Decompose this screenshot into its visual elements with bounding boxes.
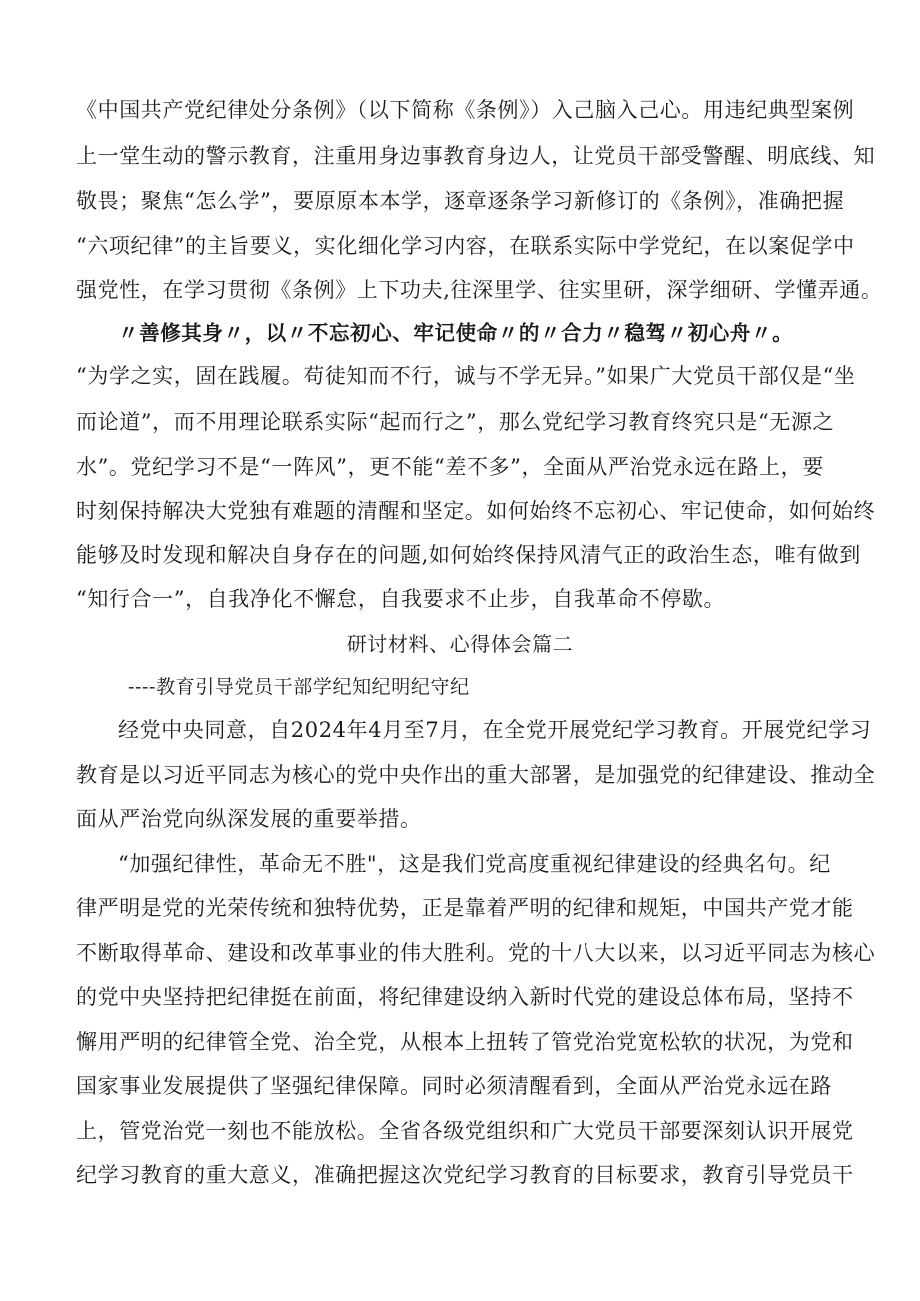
paragraph-line: 教育是以习近平同志为核心的党中央作出的重大部署，是加强党的纪律建设、推动全 bbox=[76, 763, 876, 787]
paragraph-line: “知行合一”，自我净化不懈怠，自我要求不止步，自我革命不停歇。 bbox=[76, 587, 726, 611]
paragraph-line: 律严明是党的光荣传统和独特优势，正是靠着严明的纪律和规矩，中国共产党才能 bbox=[76, 896, 854, 920]
section-title: 研讨材料、心得体会篇二 bbox=[346, 632, 574, 656]
paragraph-line: 不断取得革命、建设和改革事业的伟大胜利。党的十八大以来，以习近平同志为核心 bbox=[76, 941, 876, 965]
paragraph-line: 的党中央坚持把纪律挺在前面，将纪律建设纳入新时代党的建设总体布局，坚持不 bbox=[76, 985, 854, 1009]
paragraph-line: 时刻保持解决大党独有难题的清醒和坚定。如何始终不忘初心、牢记使命，如何始终 bbox=[76, 499, 876, 523]
paragraph-line: 经党中央同意，自2024年4月至7月，在全党开展党纪学习教育。开展党纪学习 bbox=[118, 718, 872, 742]
paragraph-line: 国家事业发展提供了坚强纪律保障。同时必须清醒看到，全面从严治党永远在路 bbox=[76, 1074, 832, 1098]
paragraph-line: “加强纪律性，革命无不胜"，这是我们党高度重视纪律建设的经典名句。纪 bbox=[118, 852, 831, 876]
paragraph-line: 强党性，在学习贯彻《条例》上下功夫,往深里学、往实里研，深学细研、学懂弄通。 bbox=[76, 278, 883, 302]
paragraph-line: 纪学习教育的重大意义，准确把握这次党纪学习教育的目标要求，教育引导党员干 bbox=[76, 1163, 854, 1187]
paragraph-line: 水”。党纪学习不是“一阵风”，更不能“差不多”，全面从严治党永远在路上，要 bbox=[76, 455, 824, 479]
paragraph-line: 而论道”，而不用理论联系实际“起而行之”，那么党纪学习教育终究只是“无源之 bbox=[76, 410, 835, 434]
paragraph-line: 上，管党治党一刻也不能放松。全省各级党组织和广大党员干部要深刻认识开展党 bbox=[76, 1119, 854, 1143]
bold-heading: 〃善修其身〃，以〃不忘初心、牢记使命〃的〃合力〃稳驾〃初心舟〃。 bbox=[118, 321, 794, 345]
paragraph-line: “为学之实，固在践履。苟徒知而不行，诚与不学无异。”如果广大党员干部仅是“坐 bbox=[76, 364, 856, 388]
paragraph-line: 《中国共产党纪律处分条例》（以下简称《条例》）入己脑入己心。用违纪典型案例 bbox=[76, 98, 855, 122]
paragraph-line: 面从严治党向纵深发展的重要举措。 bbox=[76, 807, 422, 831]
section-subtitle: ----教育引导党员干部学纪知纪明纪守纪 bbox=[128, 676, 470, 698]
paragraph-line: “六项纪律”的主旨要义，实化细化学习内容，在联系实际中学党纪，在以案促学中 bbox=[76, 234, 855, 258]
paragraph-line: 懈用严明的纪律管全党、治全党，从根本上扭转了管党治党宽松软的状况，为党和 bbox=[76, 1030, 854, 1054]
paragraph-line: 能够及时发现和解决自身存在的问题,如何始终保持风清气正的政治生态，唯有做到 bbox=[76, 543, 861, 567]
paragraph-line: 上一堂生动的警示教育，注重用身边事教育身边人，让党员干部受警醒、明底线、知 bbox=[76, 144, 876, 168]
paragraph-line: 敬畏；聚焦“怎么学”，要原原本本学，逐章逐条学习新修订的《条例》，准确把握 bbox=[76, 189, 845, 213]
